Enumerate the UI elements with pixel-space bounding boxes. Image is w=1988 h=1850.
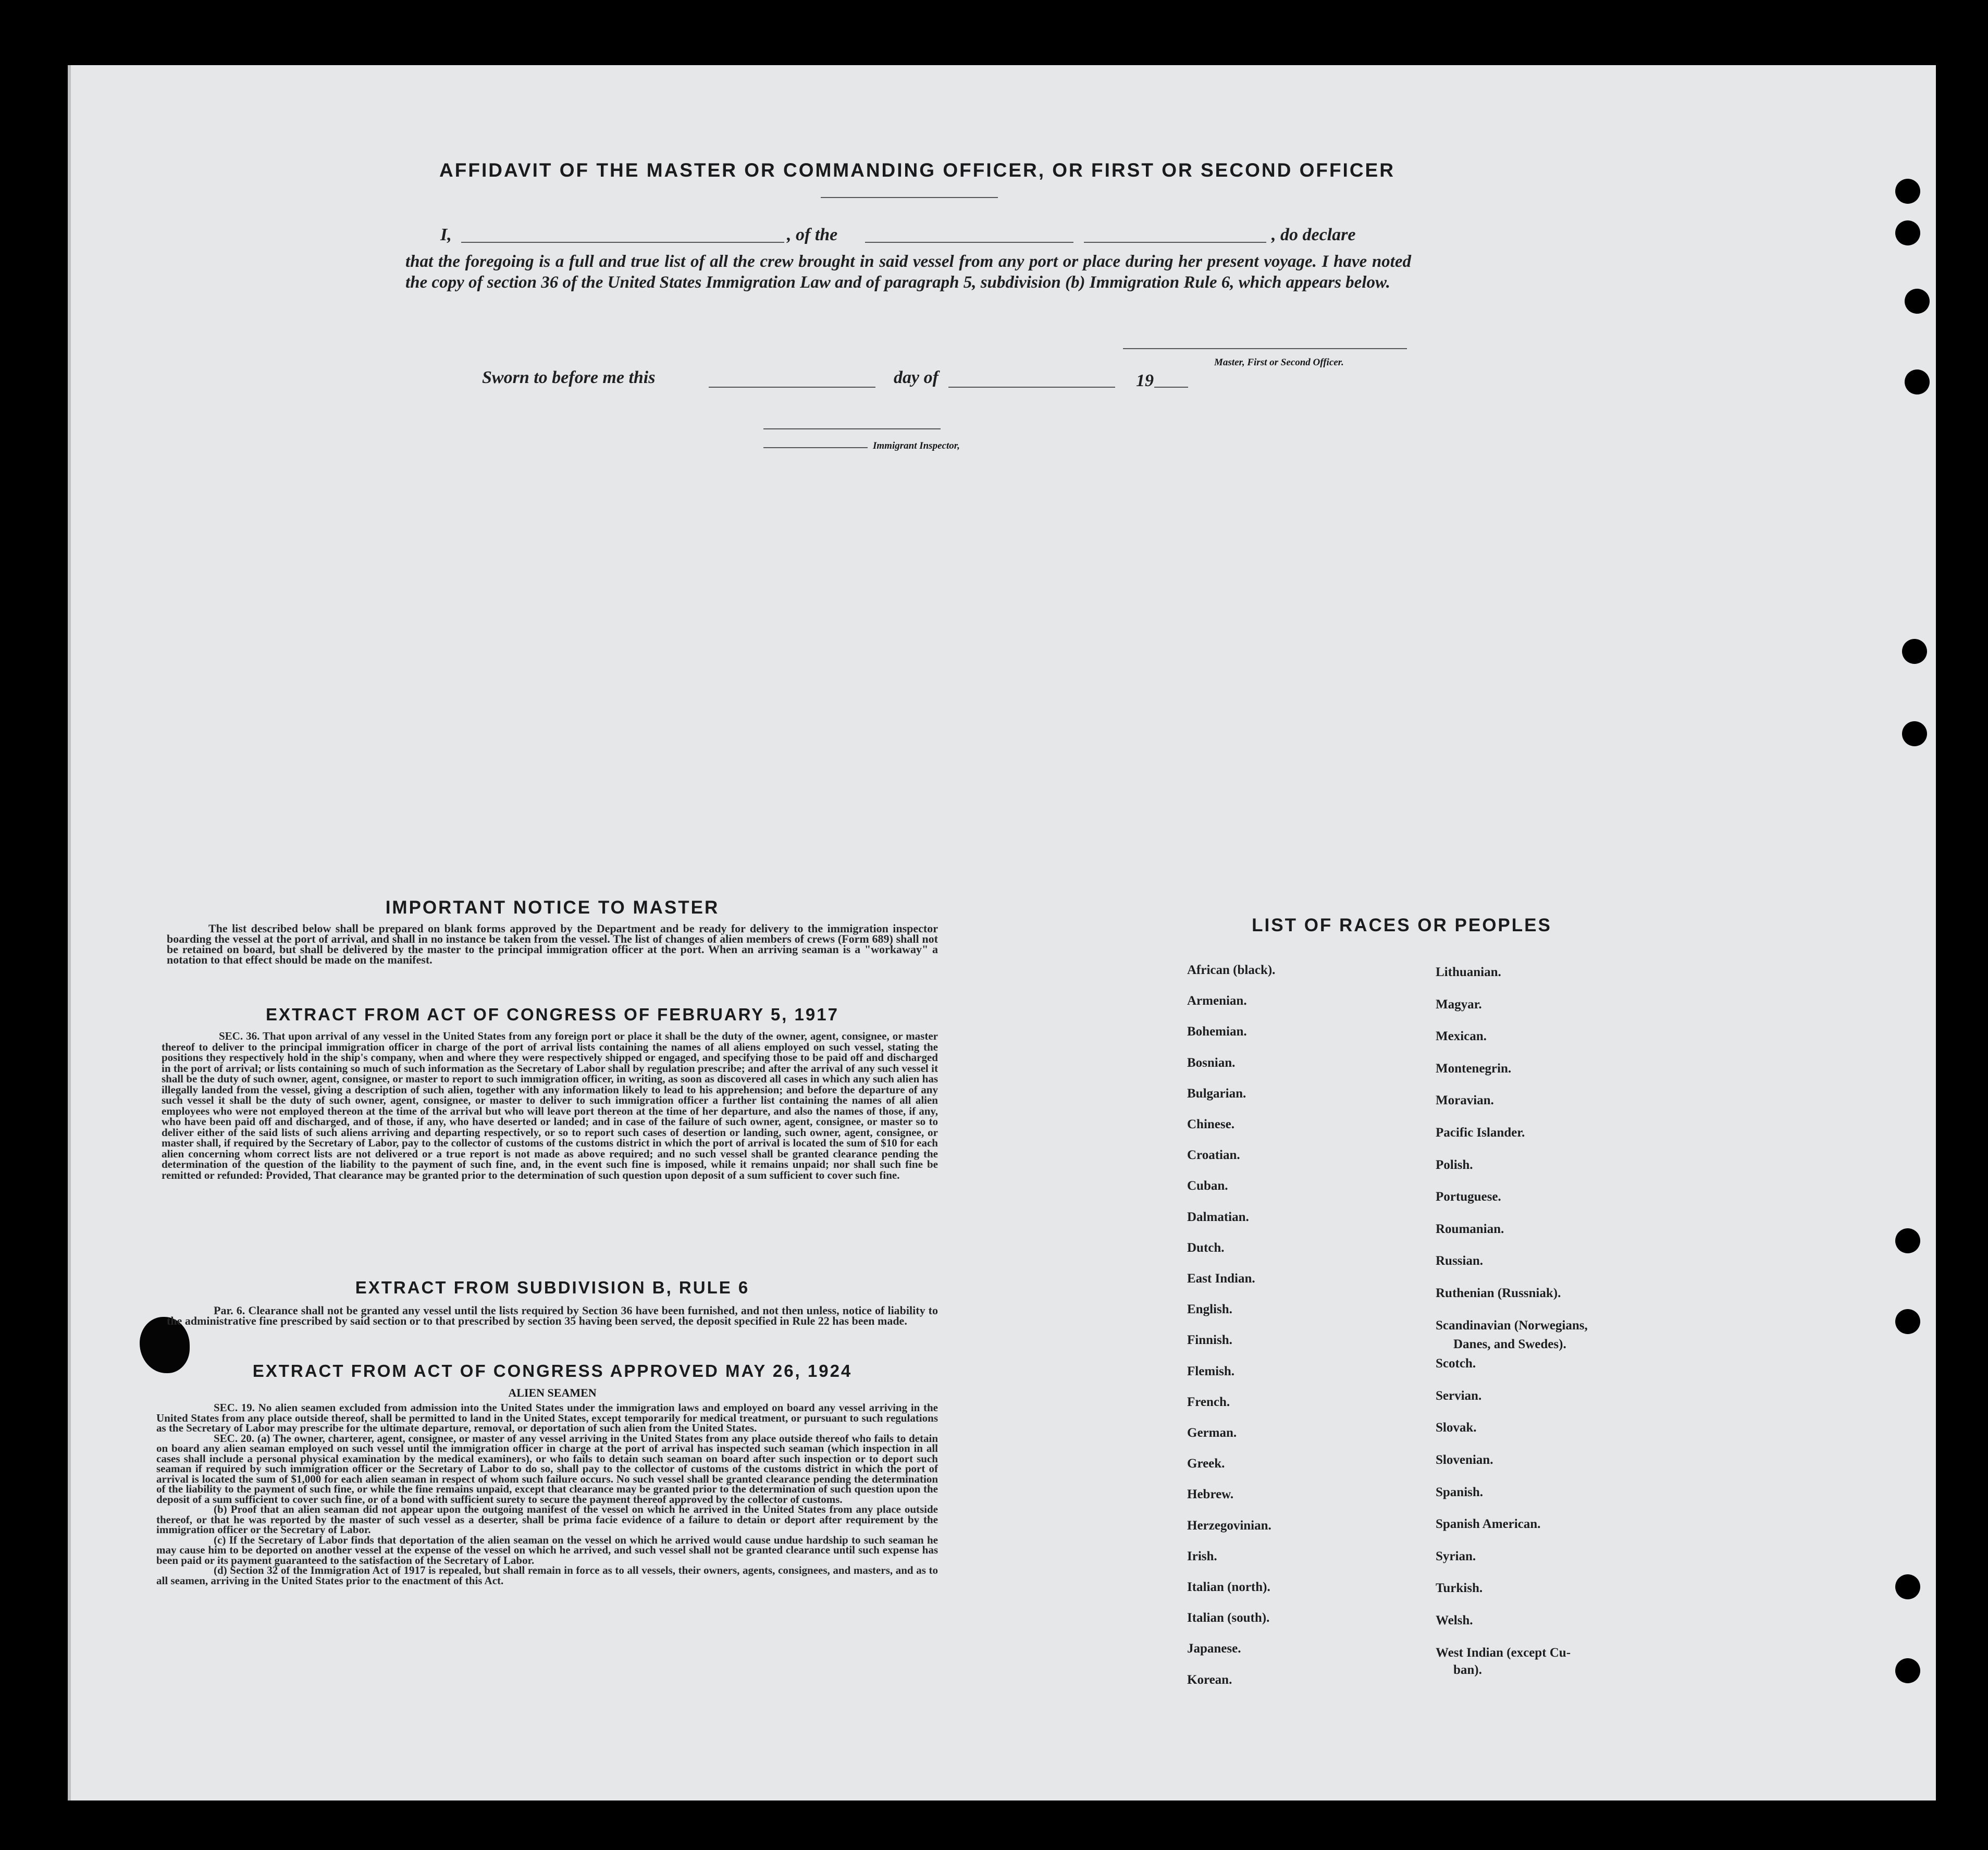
punch-hole [1895, 1228, 1920, 1253]
punch-hole [1905, 289, 1930, 314]
race-item: Scotch. [1436, 1356, 1476, 1371]
sworn-day-blank[interactable] [709, 387, 875, 388]
year-prefix: 19 [1136, 371, 1154, 390]
punch-hole [1895, 179, 1920, 204]
extract-1917-text: SEC. 36. That upon arrival of any vessel in the United States from any foreign port or place it shall be the duty of the owner, agent, consignee, or master thereof to deliver to the principal immigration officer in charge of the port of arrival lists containing the names of all aliens employed on such vessel, stating the positions they respectively hold in the ship's company, when and where they were respectively shipped or engaged, and specifying those to be paid off and discharged in the port of arrival; or lists containing so much of such information as the Secretary of Labor shall by regulation prescribe; and after the arrival of any such vessel it shall be the duty of such owner, agent, consignee, or master to report to such immigration officer, in writing, as soon as discovered all cases in which any such alien has illegally landed from the vessel, giving a description of such alien, together with any information likely to lead to his apprehension; and before the departure of any such vessel it shall be the duty of such owner, agent, consignee, or master to deliver to such immigration officer a further list containing the names of all alien employees who were not employed thereon at the time of the arrival but who will leave port thereon at the time of her departure, and also the names of those, if any, who have been paid off and discharged, and of those, if any, who have deserted or landed; and in case of the failure of such owner, agent, consignee, or master so to deliver either of the said lists of such aliens arriving and departing respectively, or so to report such cases of desertion or landing, such owner, agent, consignee, or master shall, if required by the Secretary of Labor, pay to the collector of customs of the customs district in which the port of arrival is located the sum of $10 for each alien concerning whom correct lists are not delivered or a true report is not made as above required; and no such vessel shall be granted clearance pending the determination of the question of the liability to the payment of such fine, and, in the event such fine is imposed, while it remains unpaid; nor shall such fine be remitted or refunded: Provided, That clearance may be granted prior to the determination of such question upon deposit of a sum sufficient to cover such fine. [162, 1030, 938, 1181]
race-item: Dutch. [1187, 1240, 1225, 1255]
race-item: Moravian. [1436, 1093, 1494, 1108]
sec-19: SEC. 19. No alien seamen excluded from admission into the United States under the immigration laws and employed on board any vessel arriving in the United States from any place outside thereof, shall be permitted to land in the United States, except temporarily for medical treatment, or pursuant to such regulations as the Secretary of Labor may prescribe for the ultimate departure, removal, or deportation of such alien from the United States. [156, 1401, 938, 1434]
race-item: Danes, and Swedes). [1453, 1337, 1566, 1351]
signature-line[interactable] [1123, 348, 1407, 349]
extract-1924-subtitle: ALIEN SEAMEN [508, 1386, 597, 1399]
race-item: Syrian. [1436, 1549, 1476, 1563]
race-item: Mexican. [1436, 1029, 1487, 1044]
race-item: ban). [1453, 1663, 1482, 1678]
punch-hole [1895, 1574, 1920, 1599]
race-item: Dalmatian. [1187, 1210, 1249, 1224]
month-blank[interactable] [948, 387, 1115, 388]
race-item: Spanish. [1436, 1485, 1484, 1499]
sec-20b: (b) Proof that an alien seaman did not appear upon the outgoing manifest of the vessel on which he arrived in the United States from any place outside thereof, or that he was reported by the master of such vessel as a deserter, shall be prima facie evidence of a failure to detain or deport after requirement by the immigration officer or the Secretary of Labor. [156, 1503, 938, 1536]
vessel-blank-1[interactable] [865, 242, 1073, 243]
extract-1924-title: EXTRACT FROM ACT OF CONGRESS APPROVED MAY 26, 1924 [252, 1361, 853, 1380]
punch-hole [1895, 220, 1920, 245]
year-blank[interactable] [1154, 387, 1188, 388]
race-item: Chinese. [1187, 1117, 1234, 1131]
race-item: Magyar. [1436, 997, 1482, 1012]
race-item: Russian. [1436, 1254, 1484, 1268]
signature-caption: Master, First or Second Officer. [1214, 357, 1344, 368]
race-item: Slovak. [1436, 1421, 1477, 1435]
race-item: Irish. [1187, 1549, 1217, 1563]
punch-hole [1905, 369, 1930, 394]
race-item: Montenegrin. [1436, 1061, 1512, 1076]
do-declare: , do declare [1271, 225, 1356, 244]
affidavit-body: that the foregoing is a full and true list of all the crew brought in said vessel from any port or place during her present voyage. I have noted the copy of section 36 of the United States Immigration Law and of paragraph 5, subdivision (b) Immigration Rule 6, which appears below. [405, 252, 1411, 292]
inspector-line-1[interactable] [763, 428, 941, 429]
race-item: Turkish. [1436, 1581, 1483, 1596]
race-item: African (black). [1187, 963, 1276, 977]
race-item: Italian (south). [1187, 1611, 1270, 1625]
rule6-title: EXTRACT FROM SUBDIVISION B, RULE 6 [355, 1278, 750, 1297]
race-item: French. [1187, 1395, 1230, 1409]
affidavit-first-line [406, 225, 1412, 246]
name-blank[interactable] [461, 242, 784, 243]
race-item: Lithuanian. [1436, 965, 1501, 979]
affidavit-title: AFFIDAVIT OF THE MASTER OR COMMANDING OFFICER, OR FIRST OR SECOND OFFICER [439, 159, 1395, 181]
race-item: Portuguese. [1436, 1190, 1501, 1204]
inspector-line-2[interactable] [763, 447, 868, 448]
punch-hole [1895, 1658, 1920, 1683]
race-item: West Indian (except Cu- [1436, 1645, 1571, 1660]
punch-hole [1902, 639, 1927, 664]
extract-1924-paragraphs [156, 1403, 938, 1586]
race-item: Greek. [1187, 1457, 1225, 1471]
extract-1917-title: EXTRACT FROM ACT OF CONGRESS OF FEBRUARY 5, 1917 [266, 1005, 839, 1024]
sworn-text: Sworn to before me this [482, 368, 656, 387]
race-item: Scandinavian (Norwegians, [1436, 1318, 1588, 1333]
race-item: English. [1187, 1302, 1232, 1317]
race-item: East Indian. [1187, 1272, 1255, 1286]
vessel-blank-2[interactable] [1084, 242, 1266, 243]
race-item: Roumanian. [1436, 1222, 1504, 1236]
race-item: Welsh. [1436, 1613, 1473, 1627]
notice-text: The list described below shall be prepared on blank forms approved by the Department and be ready for delivery to the immigration inspector boarding the vessel at the port of arrival, and shall in no instance be taken from the vessel. The list of changes of alien members of crews (Form 689) shall not be retained on board, but shall be delivered by the master to the principal immigration officer at the port. When an arriving seaman is a "workaway" a notation to that effect should be made on the manifest. [167, 922, 938, 966]
day-of-text: day of [894, 368, 939, 387]
sec-20c: (c) If the Secretary of Labor finds that deportation of the alien seaman on the vessel on which he arrived would cause undue hardship to such seaman he may cause him to be deported on another vessel at the expense of the vessel on which he arrived, and such vessel shall not be granted clearance until such expense has been paid or its payment guaranteed to the satisfaction of the Secretary of Labor. [156, 1533, 938, 1567]
race-item: Croatian. [1187, 1148, 1240, 1163]
race-item: Bosnian. [1187, 1055, 1236, 1070]
punch-hole [1902, 721, 1927, 746]
inspector-caption: Immigrant Inspector, [873, 440, 960, 451]
race-item: Slovenian. [1436, 1453, 1493, 1467]
race-item: Armenian. [1187, 994, 1247, 1008]
race-item: Cuban. [1187, 1179, 1228, 1193]
race-item: Bulgarian. [1187, 1086, 1246, 1101]
race-item: German. [1187, 1426, 1237, 1440]
race-item: Pacific Islander. [1436, 1126, 1525, 1140]
of-the: , of the [787, 225, 838, 244]
i-word: I, [440, 225, 452, 244]
sec-20d: (d) Section 32 of the Immigration Act of 1917 is repealed, but shall remain in force as to all vessels, their owners, agents, consignees, and masters, and as to all seamen, arriving in the United States prior to the enactment of this Act. [156, 1564, 938, 1587]
sec-20a: SEC. 20. (a) The owner, charterer, agent, consignee, or master of any vessel arriving in the United States from any place outside thereof who fails to detain on board any alien seaman employed on such vessel until the immigration officer in charge at the port of arrival has inspected such seaman (which inspection in all cases shall include a personal physical examination by the medical examiners), or who fails to detain such seaman on board after such inspection or to deport such seaman if required by such immigration officer or the Secretary of Labor to do so, shall pay to the collector of customs of the customs district in which the port of arrival is located the sum of $1,000 for each alien seaman in respect of whom such failure occurs. No such vessel shall be granted clearance pending the determination of the liability to the payment of such fine, or while the fine remains unpaid, except that clearance may be granted prior to the determination of such question upon the deposit of a sum sufficient to cover such fine, or of a bond with sufficient surety to secure the payment thereof approved by the collector of customs. [156, 1432, 938, 1506]
race-item: Japanese. [1187, 1642, 1241, 1656]
notice-title: IMPORTANT NOTICE TO MASTER [385, 897, 720, 918]
races-title: LIST OF RACES OR PEOPLES [1252, 915, 1552, 935]
rule6-text: Par. 6. Clearance shall not be granted any vessel until the lists required by Section 36 have been furnished, and not then unless, notice of liability to the administrative fine prescribed by said section or to that prescribed by section 35 having been served, the deposit specified in Rule 22 has been made. [167, 1304, 938, 1327]
race-item: Spanish American. [1436, 1517, 1541, 1532]
race-item: Polish. [1436, 1157, 1473, 1172]
punch-hole [1895, 1309, 1920, 1334]
race-item: Bohemian. [1187, 1025, 1247, 1039]
race-item: Hebrew. [1187, 1487, 1234, 1502]
race-item: Herzegovinian. [1187, 1518, 1271, 1533]
race-item: Ruthenian (Russniak). [1436, 1286, 1561, 1300]
race-item: Servian. [1436, 1388, 1482, 1403]
race-item: Finnish. [1187, 1333, 1232, 1348]
race-item: Flemish. [1187, 1364, 1234, 1378]
title-rule [821, 197, 998, 198]
race-item: Italian (north). [1187, 1580, 1270, 1594]
race-item: Korean. [1187, 1672, 1232, 1687]
